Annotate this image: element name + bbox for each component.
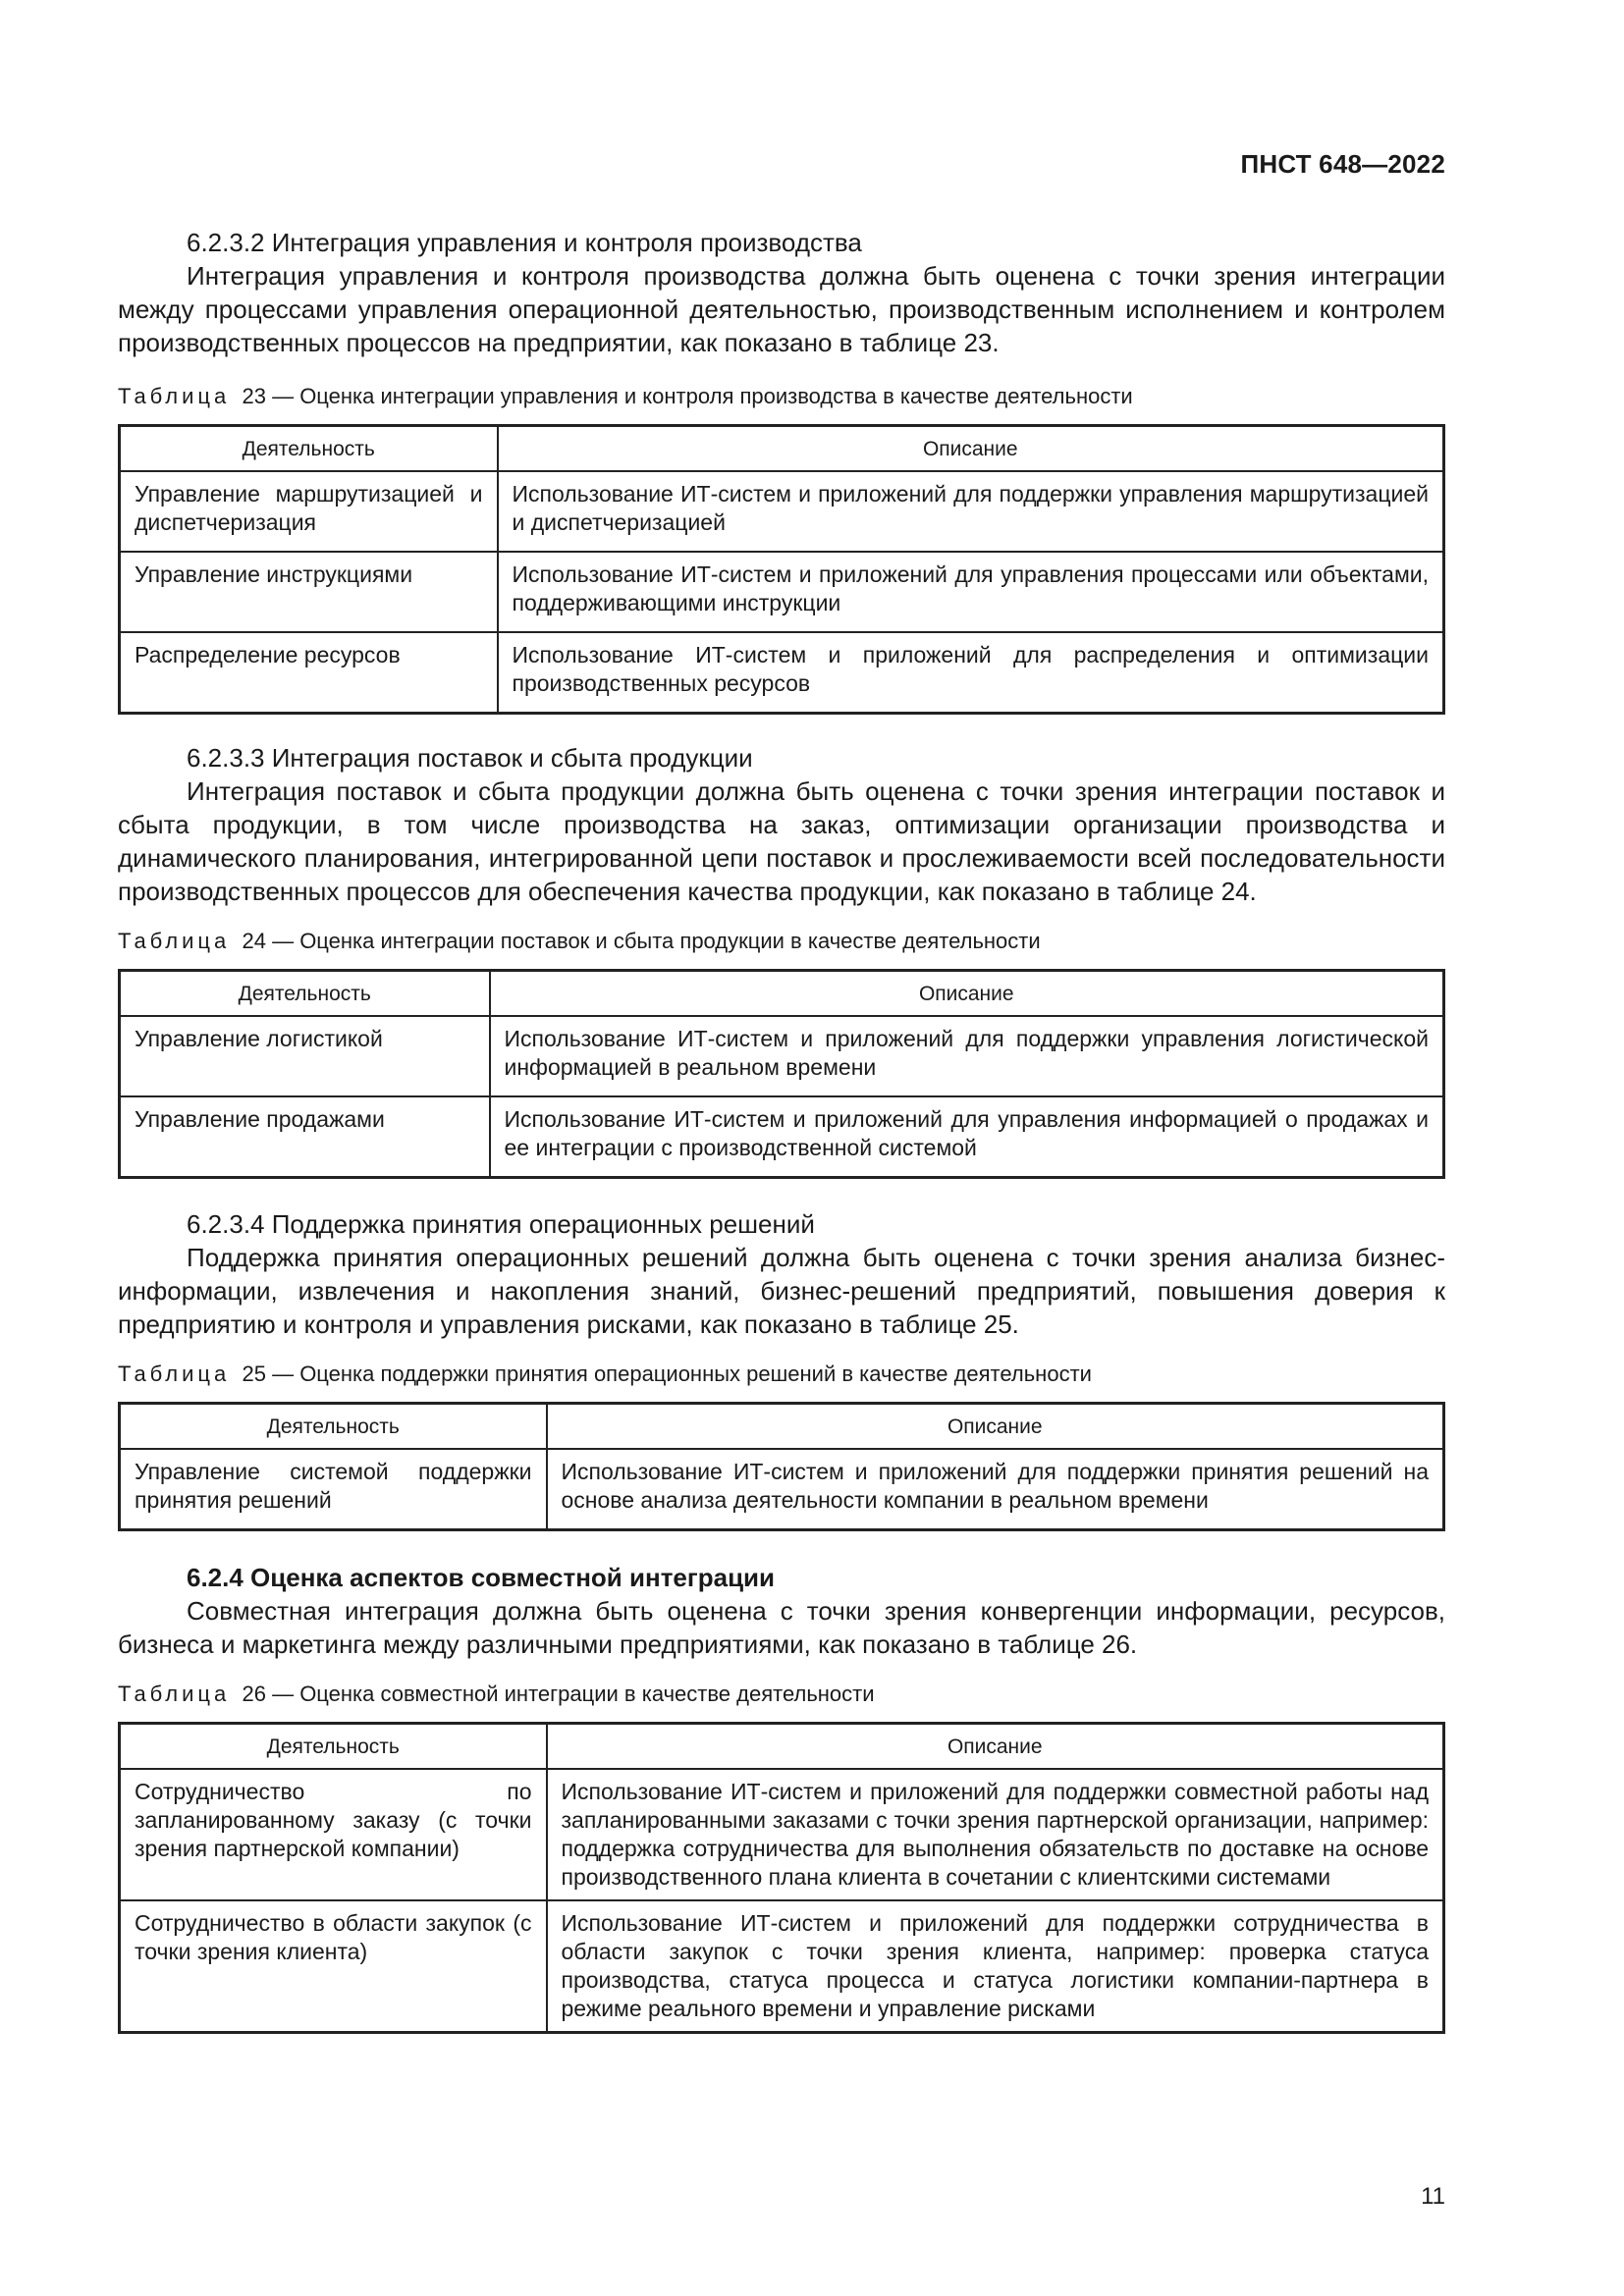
table-23 bbox=[118, 424, 1445, 715]
table-row bbox=[120, 1016, 1444, 1096]
column-header-activity: Деятельность bbox=[120, 971, 490, 1017]
table-caption bbox=[118, 928, 1445, 955]
activity-cell: Сотрудничество по запланированному заказу (с точки зрения партнерской компании) bbox=[120, 1769, 547, 1900]
table-24-block bbox=[118, 928, 1445, 1179]
column-header-activity: Деятельность bbox=[120, 426, 498, 472]
description-cell: Использование ИТ-систем и приложений для распределения и оптимизации производственных ресурсов bbox=[498, 632, 1444, 714]
table-caption bbox=[118, 383, 1445, 410]
activity-cell: Управление системой поддержки принятия решений bbox=[120, 1449, 547, 1530]
description-cell: Использование ИТ-систем и приложений для управления процессами или объектами, поддерживающими инструкции bbox=[498, 552, 1444, 632]
column-header-description: Описание bbox=[498, 426, 1444, 472]
section-6-2-3-2 bbox=[118, 226, 1445, 359]
table-26-block bbox=[118, 1681, 1445, 2034]
column-header-description: Описание bbox=[490, 971, 1444, 1017]
column-header-activity: Деятельность bbox=[120, 1404, 547, 1450]
table-caption-text: 25 — Оценка поддержки принятия операционных решений в качестве деятельности bbox=[242, 1362, 1092, 1386]
section-paragraph: Интеграция управления и контроля производства должна быть оценена с точки зрения интеграции между процессами управления операционной деятельностью, производственным исполнением и контролем производственных процессов на предприятии, как показано в таблице 23. bbox=[118, 261, 1445, 357]
column-header-description: Описание bbox=[547, 1724, 1444, 1770]
section-heading: 6.2.3.2 Интеграция управления и контроля производства bbox=[187, 228, 862, 257]
table-word: Таблица bbox=[118, 1682, 231, 1706]
table-word: Таблица bbox=[118, 929, 231, 953]
activity-cell: Управление маршрутизацией и диспетчеризация bbox=[120, 471, 498, 552]
section-heading: 6.2.3.4 Поддержка принятия операционных решений bbox=[187, 1209, 815, 1239]
table-25 bbox=[118, 1402, 1445, 1531]
description-cell: Использование ИТ-систем и приложений для поддержки принятия решений на основе анализа деятельности компании в реальном времени bbox=[547, 1449, 1444, 1530]
activity-cell: Управление инструкциями bbox=[120, 552, 498, 632]
table-row bbox=[120, 1096, 1444, 1178]
activity-cell: Сотрудничество в области закупок (с точки зрения клиента) bbox=[120, 1900, 547, 2033]
table-row bbox=[120, 552, 1444, 632]
table-25-block bbox=[118, 1361, 1445, 1531]
column-header-description: Описание bbox=[547, 1404, 1444, 1450]
description-cell: Использование ИТ-систем и приложений для поддержки управления логистической информацией в реальном времени bbox=[490, 1016, 1444, 1096]
table-word: Таблица bbox=[118, 1362, 231, 1386]
table-24 bbox=[118, 969, 1445, 1179]
table-caption bbox=[118, 1361, 1445, 1388]
table-row bbox=[120, 1769, 1444, 1900]
section-6-2-3-3 bbox=[118, 741, 1445, 908]
table-caption-text: 26 — Оценка совместной интеграции в качестве деятельности bbox=[242, 1682, 875, 1706]
column-header-activity: Деятельность bbox=[120, 1724, 547, 1770]
section-6-2-3-4 bbox=[118, 1207, 1445, 1341]
table-word: Таблица bbox=[118, 384, 231, 408]
section-paragraph: Совместная интеграция должна быть оценена с точки зрения конвергенции информации, ресурсов, бизнеса и маркетинга между различными предприятиями, как показано в таблице 26. bbox=[118, 1596, 1445, 1659]
table-caption-text: 23 — Оценка интеграции управления и контроля производства в качестве деятельности bbox=[242, 384, 1133, 408]
table-caption-text: 24 — Оценка интеграции поставок и сбыта продукции в качестве деятельности bbox=[242, 929, 1041, 953]
table-23-block bbox=[118, 383, 1445, 715]
table-row bbox=[120, 632, 1444, 714]
document-code: ПНСТ 648—2022 bbox=[1240, 149, 1445, 179]
table-26 bbox=[118, 1722, 1445, 2034]
description-cell: Использование ИТ-систем и приложений для поддержки сотрудничества в области закупок с точки зрения клиента, например: проверка статуса производства, статуса процесса и статуса логистики компании-партнера в режиме реального времени и управление рисками bbox=[547, 1900, 1444, 2033]
activity-cell: Управление логистикой bbox=[120, 1016, 490, 1096]
activity-cell: Управление продажами bbox=[120, 1096, 490, 1178]
description-cell: Использование ИТ-систем и приложений для управления информацией о продажах и ее интеграции с производственной системой bbox=[490, 1096, 1444, 1178]
table-row bbox=[120, 1900, 1444, 2033]
activity-cell: Распределение ресурсов bbox=[120, 632, 498, 714]
section-paragraph: Поддержка принятия операционных решений должна быть оценена с точки зрения анализа бизнес-информации, извлечения и накопления знаний, бизнес-решений предприятий, повышения доверия к предприятию и контроля и управления рисками, как показано в таблице 25. bbox=[118, 1243, 1445, 1339]
section-heading: 6.2.3.3 Интеграция поставок и сбыта продукции bbox=[187, 743, 753, 773]
section-paragraph: Интеграция поставок и сбыта продукции должна быть оценена с точки зрения интеграции поставок и сбыта продукции, в том числе производства на заказ, оптимизации организации производства и динамического планирования, интегрированной цепи поставок и прослеживаемости всей последовательности производственных процессов для обеспечения качества продукции, как показано в таблице 24. bbox=[118, 776, 1445, 906]
section-heading: 6.2.4 Оценка аспектов совместной интеграции bbox=[187, 1563, 776, 1592]
table-row bbox=[120, 1449, 1444, 1530]
table-caption bbox=[118, 1681, 1445, 1708]
section-6-2-4 bbox=[118, 1561, 1445, 1661]
description-cell: Использование ИТ-систем и приложений для поддержки управления маршрутизацией и диспетчеризацией bbox=[498, 471, 1444, 552]
page-number: 11 bbox=[1421, 2183, 1445, 2210]
table-row bbox=[120, 471, 1444, 552]
description-cell: Использование ИТ-систем и приложений для поддержки совместной работы над запланированными заказами с точки зрения партнерской организации, например: поддержка сотрудничества для выполнения обязательств по доставке на основе производственного плана клиента в сочетании с клиентскими системами bbox=[547, 1769, 1444, 1900]
